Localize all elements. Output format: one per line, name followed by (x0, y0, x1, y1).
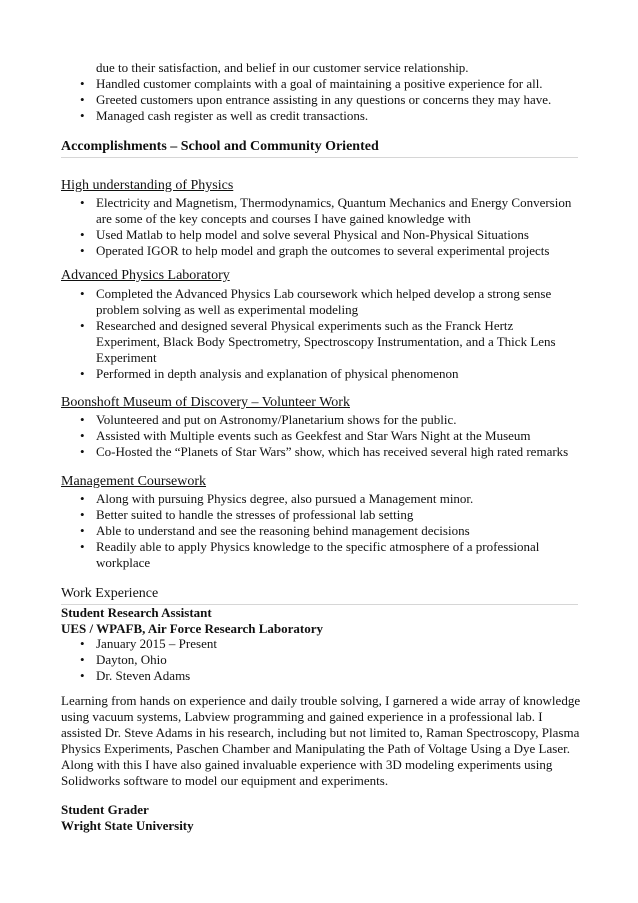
work-experience-heading: Work Experience (61, 586, 159, 601)
section-divider (61, 157, 578, 158)
list-item: • Completed the Advanced Physics Lab coursework which helped develop a strong sense problem solving as well as experimental modeling (80, 286, 580, 318)
list-item: • Assisted with Multiple events such as Geekfest and Star Wars Night at the Museum (80, 428, 580, 444)
section-bullets (80, 491, 580, 571)
section-title: High understanding of Physics (61, 178, 234, 193)
list-item: • Greeted customers upon entrance assisting in any questions or concerns they may have. (80, 92, 580, 108)
list-item: • Used Matlab to help model and solve several Physical and Non-Physical Situations (80, 227, 580, 243)
continued-text: due to their satisfaction, and belief in our customer service relationship. (96, 60, 469, 75)
list-item: • Able to understand and see the reasoning behind management decisions (80, 523, 580, 539)
job-description: Learning from hands on experience and daily trouble solving, I garnered a wide array of knowledge using vacuum systems, Labview programming and gained experience in a professional lab. I assisted Dr. Steve Adams in his research, including but not limited to, Raman Spectroscopy, Plasma Physics Experiments, Paschen Chamber and Manipulating the Path of Voltage Using a Dye Laser. Along with this I have also gained invaluable experience with 3D modeling experiments using Solidworks software to model our equipment and experiments. (61, 693, 581, 788)
continued-bullets (80, 76, 580, 124)
list-item: • Dr. Steven Adams (80, 668, 580, 684)
job-title: Student Research Assistant (61, 605, 212, 620)
list-item: • Along with pursuing Physics degree, also pursued a Management minor. (80, 491, 580, 507)
section-bullets (80, 286, 580, 382)
job-organization: UES / WPAFB, Air Force Research Laboratory (61, 621, 324, 636)
job-organization: Wright State University (61, 818, 194, 833)
list-item: • Co-Hosted the “Planets of Star Wars” show, which has received several high rated remarks (80, 444, 580, 460)
section-bullets (80, 412, 580, 460)
list-item: • Better suited to handle the stresses of professional lab setting (80, 507, 580, 523)
list-item: • Readily able to apply Physics knowledge to the specific atmosphere of a professional workplace (80, 539, 580, 571)
section-title: Management Coursework (61, 474, 207, 489)
section-title: Boonshoft Museum of Discovery – Volunteer Work (61, 395, 350, 410)
job-title: Student Grader (61, 802, 149, 817)
list-item: • Managed cash register as well as credit transactions. (80, 108, 580, 124)
list-item: • Handled customer complaints with a goal of maintaining a positive experience for all. (80, 76, 580, 92)
section-bullets (80, 195, 580, 259)
accomplishments-heading: Accomplishments – School and Community Oriented (61, 139, 379, 154)
section-title: Advanced Physics Laboratory (61, 268, 230, 283)
list-item: • January 2015 – Present (80, 636, 580, 652)
list-item: • Electricity and Magnetism, Thermodynamics, Quantum Mechanics and Energy Conversion are some of the key concepts and courses I have gained knowledge with (80, 195, 580, 227)
list-item: • Researched and designed several Physical experiments such as the Franck Hertz Experiment, Black Body Spectrometry, Spectroscopy Instrumentation, and a Thick Lens Experiment (80, 318, 580, 366)
job-details (80, 636, 580, 684)
list-item: • Volunteered and put on Astronomy/Planetarium shows for the public. (80, 412, 580, 428)
list-item: • Dayton, Ohio (80, 652, 580, 668)
list-item: • Operated IGOR to help model and graph the outcomes to several experimental projects (80, 243, 580, 259)
list-item: • Performed in depth analysis and explanation of physical phenomenon (80, 366, 580, 382)
